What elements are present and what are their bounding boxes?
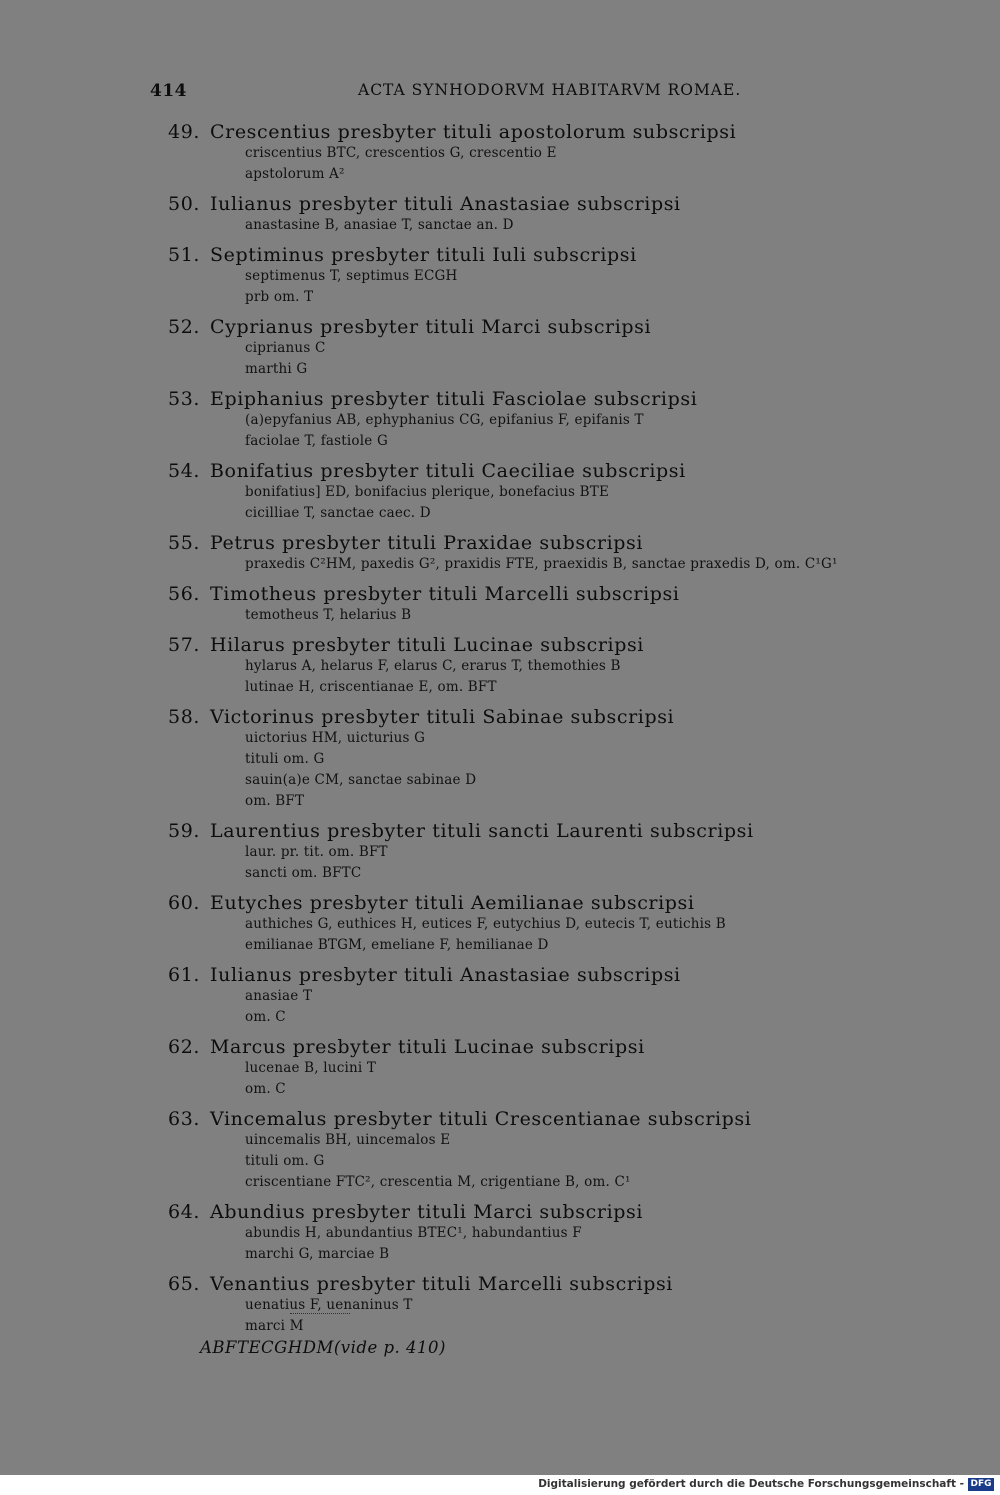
entry-main-line: [0, 634, 1000, 658]
entry-main-line: [0, 1273, 1000, 1297]
entry-number: 49.: [168, 121, 201, 143]
entry-text: Timotheus presbyter tituli Marcelli subscripsi: [210, 583, 680, 605]
apparatus-note: septimenus T, septimus ECGH: [245, 268, 458, 284]
entry-text: Crescentius presbyter tituli apostolorum subscripsi: [210, 121, 737, 143]
apparatus-note: laur. pr. tit. om. BFT: [245, 844, 388, 860]
list-item: [0, 1273, 1000, 1339]
apparatus-note: marchi G, marciae B: [245, 1246, 390, 1262]
entry-text: Cyprianus presbyter tituli Marci subscripsi: [210, 316, 652, 338]
list-item: [0, 121, 1000, 187]
list-item: [0, 193, 1000, 238]
entry-text: Marcus presbyter tituli Lucinae subscripsi: [210, 1036, 645, 1058]
entry-number: 57.: [168, 634, 201, 656]
credit-bar: [0, 1475, 1000, 1495]
entries-list: [0, 121, 1000, 1345]
entry-text: Abundius presbyter tituli Marci subscripsi: [210, 1201, 644, 1223]
entry-number: 58.: [168, 706, 201, 728]
entry-main-line: [0, 892, 1000, 916]
list-item: [0, 1036, 1000, 1102]
entry-text: Petrus presbyter tituli Praxidae subscripsi: [210, 532, 644, 554]
entry-number: 54.: [168, 460, 201, 482]
entry-number: 53.: [168, 388, 201, 410]
apparatus-note: lucenae B, lucini T: [245, 1060, 377, 1076]
apparatus-note: uictorius HM, uicturius G: [245, 730, 426, 746]
apparatus-note: anasiae T: [245, 988, 313, 1004]
apparatus-note: ciprianus C: [245, 340, 326, 356]
list-item: [0, 634, 1000, 700]
apparatus-note: (a)epyfanius AB, ephyphanius CG, epifanius F, epifanis T: [245, 412, 644, 428]
entry-number: 59.: [168, 820, 201, 842]
list-item: [0, 1201, 1000, 1267]
apparatus-note: tituli om. G: [245, 751, 325, 767]
list-item: [0, 388, 1000, 454]
apparatus-note: marthi G: [245, 361, 308, 377]
apparatus-note: abundis H, abundantius BTEC¹, habundantius F: [245, 1225, 582, 1241]
list-item: [0, 244, 1000, 310]
apparatus-note: criscentiane FTC², crescentia M, crigentiane B, om. C¹: [245, 1174, 631, 1190]
list-item: [0, 460, 1000, 526]
entry-text: Iulianus presbyter tituli Anastasiae subscripsi: [210, 193, 681, 215]
entry-main-line: [0, 706, 1000, 730]
list-item: [0, 964, 1000, 1030]
entry-main-line: [0, 460, 1000, 484]
list-item: [0, 316, 1000, 382]
list-item: [0, 1108, 1000, 1195]
entry-main-line: [0, 193, 1000, 217]
apparatus-note: bonifatius] ED, bonifacius plerique, bonefacius BTE: [245, 484, 610, 500]
apparatus-note: uincemalis BH, uincemalos E: [245, 1132, 451, 1148]
entry-main-line: [0, 583, 1000, 607]
entry-main-line: [0, 121, 1000, 145]
apparatus-note: authiches G, euthices H, eutices F, eutychius D, eutecis T, eutichis B: [245, 916, 726, 932]
apparatus-note: om. BFT: [245, 793, 305, 809]
apparatus-note: prb om. T: [245, 289, 314, 305]
running-title: ACTA SYNHODORVM HABITARVM ROMAE.: [358, 81, 742, 99]
apparatus-note: criscentius BTC, crescentios G, crescentio E: [245, 145, 557, 161]
apparatus-note: uenatius F, uenaninus T: [245, 1297, 413, 1313]
apparatus-note: om. C: [245, 1009, 286, 1025]
entry-text: Hilarus presbyter tituli Lucinae subscripsi: [210, 634, 644, 656]
entry-main-line: [0, 532, 1000, 556]
apparatus-note: tituli om. G: [245, 1153, 325, 1169]
entry-number: 63.: [168, 1108, 201, 1130]
apparatus-note: sancti om. BFTC: [245, 865, 362, 881]
credit-text: Digitalisierung gefördert durch die Deutsche Forschungsgemeinschaft -: [538, 1478, 964, 1490]
entry-number: 55.: [168, 532, 201, 554]
apparatus-note: faciolae T, fastiole G: [245, 433, 388, 449]
list-item: [0, 706, 1000, 814]
list-item: [0, 583, 1000, 628]
entry-text: Venantius presbyter tituli Marcelli subscripsi: [210, 1273, 673, 1295]
entry-text: Vincemalus presbyter tituli Crescentianae subscripsi: [210, 1108, 752, 1130]
entry-text: Bonifatius presbyter tituli Caeciliae subscripsi: [210, 460, 686, 482]
entry-number: 65.: [168, 1273, 201, 1295]
separator-mark: [290, 1313, 350, 1317]
apparatus-note: marci M: [245, 1318, 304, 1334]
apparatus-note: apstolorum A²: [245, 166, 345, 182]
apparatus-note: cicilliae T, sanctae caec. D: [245, 505, 431, 521]
entry-text: Eutyches presbyter tituli Aemilianae subscripsi: [210, 892, 695, 914]
footer-sigla: ABFTECGHDM(vide p. 410): [200, 1338, 446, 1357]
list-item: [0, 892, 1000, 958]
entry-text: Laurentius presbyter tituli sancti Laurenti subscripsi: [210, 820, 754, 842]
apparatus-note: emilianae BTGM, emeliane F, hemilianae D: [245, 937, 549, 953]
entry-main-line: [0, 1201, 1000, 1225]
list-item: [0, 820, 1000, 886]
apparatus-note: sauin(a)e CM, sanctae sabinae D: [245, 772, 477, 788]
entry-main-line: [0, 1036, 1000, 1060]
entry-number: 62.: [168, 1036, 201, 1058]
entry-text: Septiminus presbyter tituli Iuli subscripsi: [210, 244, 637, 266]
entry-number: 56.: [168, 583, 201, 605]
entry-main-line: [0, 820, 1000, 844]
entry-main-line: [0, 316, 1000, 340]
entry-number: 61.: [168, 964, 201, 986]
entry-number: 50.: [168, 193, 201, 215]
entry-main-line: [0, 1108, 1000, 1132]
apparatus-note: om. C: [245, 1081, 286, 1097]
dfg-logo: DFG: [968, 1478, 994, 1491]
entry-main-line: [0, 964, 1000, 988]
list-item: [0, 532, 1000, 577]
entry-main-line: [0, 244, 1000, 268]
entry-number: 52.: [168, 316, 201, 338]
page-number: 414: [150, 81, 187, 101]
apparatus-note: hylarus A, helarus F, elarus C, erarus T, themothies B: [245, 658, 621, 674]
entry-text: Iulianus presbyter tituli Anastasiae subscripsi: [210, 964, 681, 986]
apparatus-note: lutinae H, criscentianae E, om. BFT: [245, 679, 497, 695]
entry-number: 51.: [168, 244, 201, 266]
entry-number: 64.: [168, 1201, 201, 1223]
entry-main-line: [0, 388, 1000, 412]
apparatus-note: anastasine B, anasiae T, sanctae an. D: [245, 217, 514, 233]
apparatus-note: temotheus T, helarius B: [245, 607, 412, 623]
entry-text: Epiphanius presbyter tituli Fasciolae subscripsi: [210, 388, 698, 410]
entry-number: 60.: [168, 892, 201, 914]
apparatus-note: praxedis C²HM, paxedis G², praxidis FTE, praexidis B, sanctae praxedis D, om. C¹G¹: [245, 556, 838, 572]
entry-text: Victorinus presbyter tituli Sabinae subscripsi: [210, 706, 675, 728]
